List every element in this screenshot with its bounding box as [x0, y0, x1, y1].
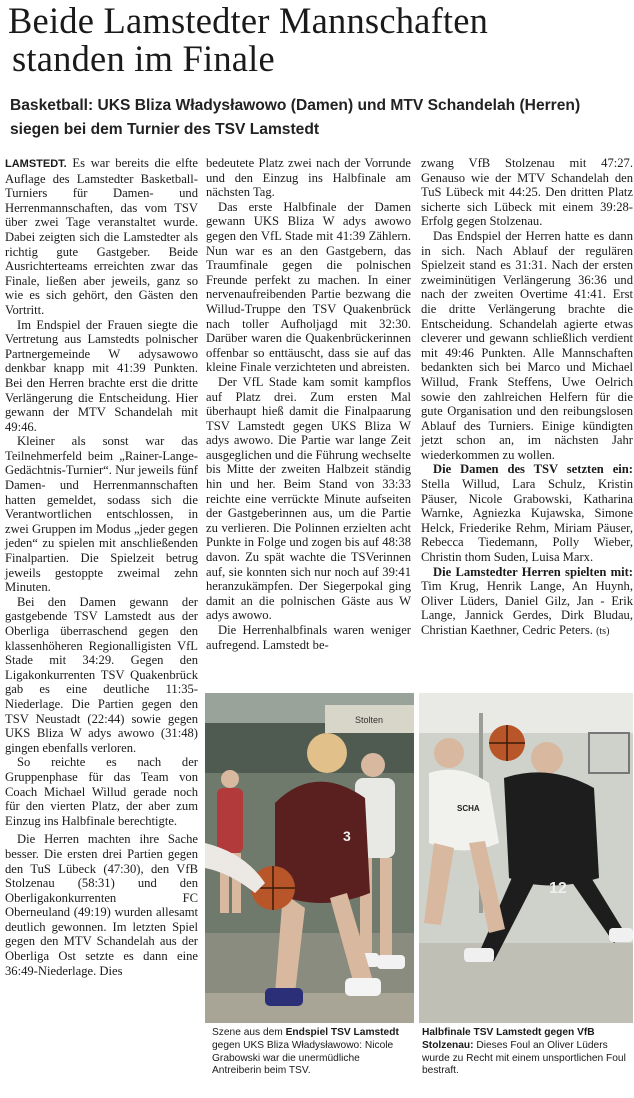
photo-womens-final	[205, 693, 414, 1023]
article-paragraph: Die Herren machten ihre Sache besser. Die ersten drei Partien gegen den TuS Lübeck (47:30), den VfB Stolzenau (58:31) und den Oberligakonkurrenten FC Oberneuland (49:19) wurden allesamt deutlich gewonnen. Im letzten Spiel gegen den MTV Schandelah aus der Oberliga Ost setzte es dann eine 36:49-Niederlage. Dies	[5, 832, 198, 978]
article-paragraph: So reichte es nach der Gruppenphase für das Team von Coach Michael Willud gerade noch für den vierten Platz, der aber zum Einzug ins Halbfinale berechtigte.	[5, 755, 198, 828]
roster-men: Die Lamstedter Herren spielten mit: Tim Krug, Henrik Lange, An Huynh, Oliver Lüders, Daniel Gilz, Jan - Erik Lange, Jannick Gerdes, Dirk Bludau, Christian Kaethner, Cedric Peters. (ts)	[421, 564, 633, 637]
roster-women-heading: Die Damen des TSV setzten ein:	[433, 462, 633, 477]
subheadline-line-1: Basketball: UKS Bliza Władysławowo (Damen) und MTV Schandelah (Herren)	[10, 97, 581, 114]
headline	[8, 2, 632, 78]
dateline: LAMSTEDT.	[5, 158, 67, 170]
article-paragraph: Das erste Halbfinale der Damen gewann UKS Bliza W adys awowo gegen den VfL Stade mit 41:39 Zählern. Nun war es an den Gastgebern, das Traumfinale gegen die polnischen Freunde perfekt zu machen. In einer nervenaufreibenden Partie bezwang die Willud-Truppe den TSV Quakenbrück nach toller Aufholjagd mit 32:30. Darüber waren die Quakenbrückerinnen offenbar so enttäuscht, dass sie auf das kleine Finale verzichteten und abreisten.	[206, 199, 411, 375]
article-paragraph: Im Endspiel der Frauen siegte die Vertretung aus Lamstedts polnischer Partnergemeinde W adysawowo denkbar knapp mit 41:39 Punkten. Bei den Herren brachte erst die dritte Verlängerung die Entscheidung. Hier gewann der MTV Schandelah mit 49:46.	[5, 317, 198, 434]
subheadline	[10, 94, 630, 142]
article-column-2	[206, 156, 411, 652]
subheadline-line-2: siegen bei dem Turnier des TSV Lamstedt	[10, 121, 320, 138]
article-column-1	[5, 156, 198, 978]
banner-text: Stolten	[355, 715, 384, 725]
author-initials: (ts)	[596, 626, 610, 637]
jersey-text: SCHA	[457, 804, 480, 813]
roster-women: Die Damen des TSV setzten ein: Stella Willud, Lara Schulz, Kristin Päuser, Nicole Grabowski, Katharina Warnke, Agniezka Kujawska, Simone Helck, Friederike Rehm, Miriam Päuser, Rebecca Tiedemann, Polly Wieber, Christin thom Suden, Luisa Marx.	[421, 462, 633, 565]
article-paragraph: Das Endspiel der Herren hatte es dann in sich. Nach Ablauf der regulären Spielzeit stand es 31:31. Nach der ersten zweiminütigen Verlängerung 36:36 und nach der zweiten Overtime 41:41. Erst die dritte Verlängerung brachte die Entscheidung. Schandelah agierte etwas cleverer und gewann schließlich verdient mit 49:46 Punkten. Alle Mannschaften bedankten sich bei Marco und Michael Willud, Frank Steffens, Uwe Oelrich sowie den zahlreichen Helfern für die gute Organisation und den reibungslosen Ablauf des Turniers. Einige kündigten jetzt schon an, im nächsten Jahr wiederkommen zu wollen.	[421, 228, 633, 462]
article-paragraph: Kleiner als sonst war das Teilnehmerfeld beim „Rainer-Lange-Gedächtnis-Turnier“. Nur jeweils fünf Damen- und Herrenmannschaften hatten gemeldet, sodass sich die Verantwortlichen entschlossen, in zwei Gruppen im Modus „jeder gegen jeden“ zu spielen mit anschließenden Finalpartien. Die Spielzeit betrug jeweils gestoppte zweimal zehn Minuten.	[5, 434, 198, 595]
article-paragraph: Die Herrenhalbfinals waren weniger aufregend. Lamstedt be-	[206, 623, 411, 652]
article-paragraph: Der VfL Stade kam somit kampflos auf Platz drei. Zum ersten Mal überhaupt hieß damit die Finalpaarung TSV Lamstedt gegen UKS Bliza W adys awowo. Die Partie war lange Zeit ausgeglichen und die Führung wechselte bis Mitte der zweiten Halbzeit ständig hin und her. Beim Stand von 33:33 reichte eine verrückte Minute aufseiten der Gastgeberinnen aus, um die Partie zu verlieren. Die Polinnen erzielten acht Punkte in Folge und zogen bis auf 48:38 davon. Zu spät wachte die TSVerinnen auf, sie konnten sich nur noch auf 39:41 heranzukämpfen. Der Siegerpokal ging damit an die polnischen Gäste aus W adys awowo.	[206, 374, 411, 623]
article-column-3	[421, 156, 633, 640]
article-paragraph: bedeutete Platz zwei nach der Vorrunde und den Einzug ins Halbfinale am nächsten Tag.	[206, 156, 411, 200]
photo-mens-semifinal	[419, 693, 633, 1023]
svg-text:12: 12	[549, 880, 567, 897]
caption-photo-2: Halbfinale TSV Lamstedt gegen VfB Stolzenau: Dieses Foul an Oliver Lüders wurde zu Recht mit einem unsportlichen Foul bestraft.	[422, 1027, 626, 1077]
caption-photo-1: Szene aus dem Endspiel TSV Lamstedt gegen UKS Bliza Władysławowo: Nicole Grabowski war die unermüdliche Antreiberin beim TSV.	[212, 1027, 399, 1077]
headline-line-1: Beide Lamstedter Mannschaften	[8, 0, 489, 41]
svg-text:3: 3	[343, 828, 351, 844]
article-paragraph: Bei den Damen gewann der gastgebende TSV Lamstedt aus der Oberliga überraschend gegen den klassenhöheren Regionalligisten VfL Stade mit 34:29. Gegen den Ligakonkurrenten TSV Quakenbrück gab es eine deutliche 11:35-Niederlage. Die Partien gegen den TSV Neustadt (22:44) sowie gegen UKS Bliza W adys awowo (31:48) gingen ebenfalls verloren.	[5, 594, 198, 755]
article-paragraph: LAMSTEDT. Es war bereits die elfte Auflage des Lamstedter Basketball-Turniers für Damen- und Herrenmannschaften, das vom TSV über zwei Tage veranstaltet wurde. Dabei zeigten sich die Lamstedter als richtig gute Gastgeber. Beide Ausrichterteams erreichten zwar das Finale, ließen aber jeweils, ganz so wie es sich gehört, den Gästen den Vortritt.	[5, 156, 198, 317]
roster-men-heading: Die Lamstedter Herren spielten mit:	[433, 564, 633, 579]
headline-line-2: standen im Finale	[12, 38, 275, 79]
article-paragraph: zwang VfB Stolzenau mit 47:27. Genauso wie der MTV Schandelah den TuS Lübeck mit 44:25. Den dritten Platz sicherte sich Lübeck mit einem 39:28-Erfolg gegen Stolzenau.	[421, 156, 633, 229]
